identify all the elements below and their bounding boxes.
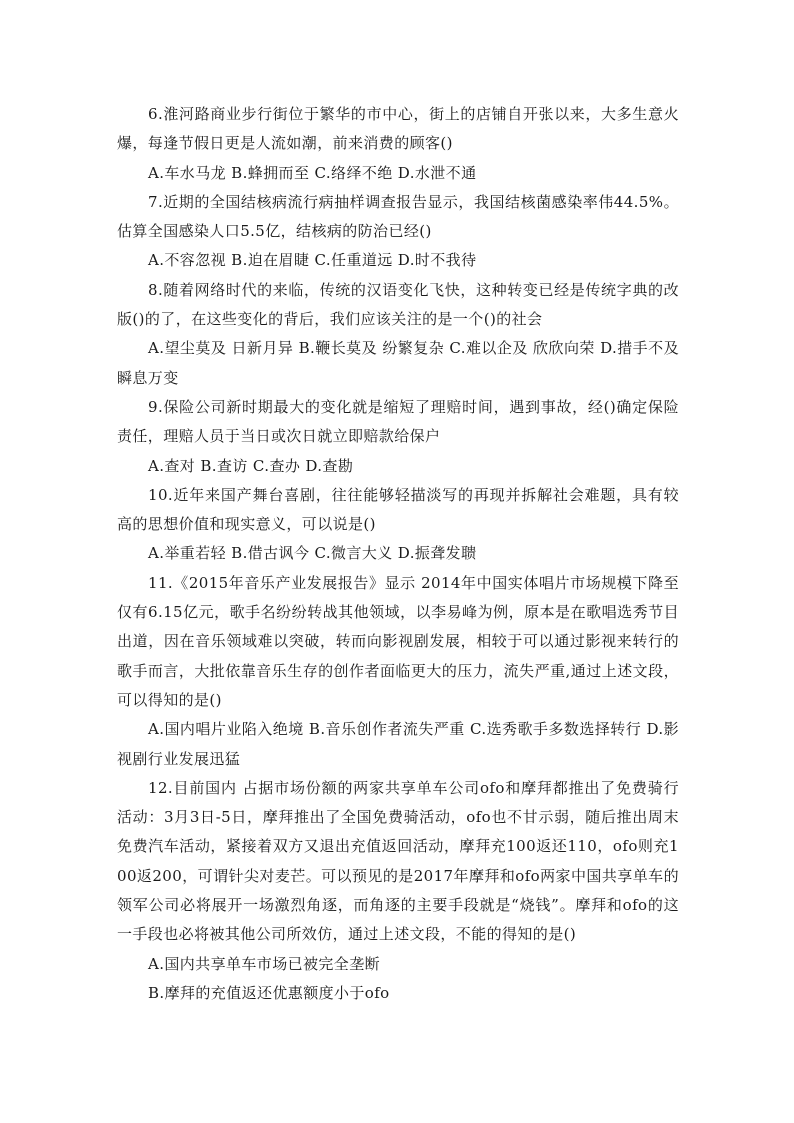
question-options: A.车水马龙 B.蜂拥而至 C.络绎不绝 D.水泄不通 bbox=[148, 163, 477, 182]
question-9 bbox=[117, 393, 679, 481]
question-8 bbox=[117, 276, 679, 393]
question-10 bbox=[117, 481, 679, 569]
question-7 bbox=[117, 188, 679, 276]
question-options: A.举重若轻 B.借古讽今 C.微言大义 D.振聋发聩 bbox=[148, 544, 477, 563]
question-stem: 9.保险公司新时期最大的变化就是缩短了理赔时间，遇到事故，经()确定保险责任，理赔人员于当日或次日就立即赔款给保户 bbox=[117, 397, 679, 446]
question-options: A.查对 B.查访 C.查办 D.查勘 bbox=[148, 456, 354, 475]
question-stem: 10.近年来国产舞台喜剧，往往能够轻描淡写的再现并拆解社会难题，具有较高的思想价值和现实意义，可以说是() bbox=[117, 485, 679, 534]
question-stem: 12.目前国内 占据市场份额的两家共享单车公司ofo和摩拜都推出了免费骑行活动：3月3日-5日，摩拜推出了全国免费骑活动，ofo也不甘示弱，随后推出周末免费汽车活动，紧接着双方又退出充值返回活动，摩拜充100返还110，ofo则充100返200，可谓针尖对麦芒。可以预见的是2017年摩拜和ofo两家中国共享单车的领军公司必将展开一场激烈角逐，而角逐的主要手段就是“烧钱”。摩拜和ofo的这一手段也必将被其他公司所效仿，通过上述文段，不能的得知的是() bbox=[117, 778, 679, 944]
question-list bbox=[117, 100, 679, 1008]
question-stem: 6.淮河路商业步行街位于繁华的市中心，街上的店铺自开张以来，大多生意火爆，每逢节假日更是人流如潮，前来消费的顾客() bbox=[117, 105, 679, 153]
question-stem: 8.随着网络时代的来临，传统的汉语变化飞快，这种转变已经是传统字典的改版()的了，在这些变化的背后，我们应该关注的是一个()的社会 bbox=[117, 280, 679, 329]
question-options: A.望尘莫及 日新月异 B.鞭长莫及 纷繁复杂 C.难以企及 欣欣向荣 D.措手不及 瞬息万变 bbox=[117, 339, 679, 387]
question-options: A.国内唱片业陷入绝境 B.音乐创作者流失严重 C.选秀歌手多数选择转行 D.影视剧行业发展迅猛 bbox=[117, 720, 679, 768]
question-option-a: A.国内共享单车市场已被完全垄断 bbox=[148, 954, 381, 973]
question-option-b: B.摩拜的充值返还优惠额度小于ofo bbox=[148, 983, 390, 1002]
question-6 bbox=[117, 100, 679, 188]
question-stem: 7.近期的全国结核病流行病抽样调查报告显示，我国结核菌感染率伟44.5%。估算全国感染人口5.5亿，结核病的防治已经() bbox=[117, 192, 679, 241]
question-12 bbox=[117, 774, 679, 1008]
question-stem: 11.《2015年音乐产业发展报告》显示 2014年中国实体唱片市场规模下降至仅有6.15亿元，歌手名纷纷转战其他领域，以李易峰为例，原本是在歌唱选秀节目出道，因在音乐领域难以突破，转而向影视剧发展，相较于可以通过影视来转行的歌手而言，大批依靠音乐生存的创作者面临更大的压力，流失严重,通过上述文段，可以得知的是() bbox=[117, 573, 679, 709]
question-options: A.不容忽视 B.迫在眉睫 C.任重道远 D.时不我待 bbox=[148, 251, 477, 270]
question-11 bbox=[117, 569, 679, 774]
